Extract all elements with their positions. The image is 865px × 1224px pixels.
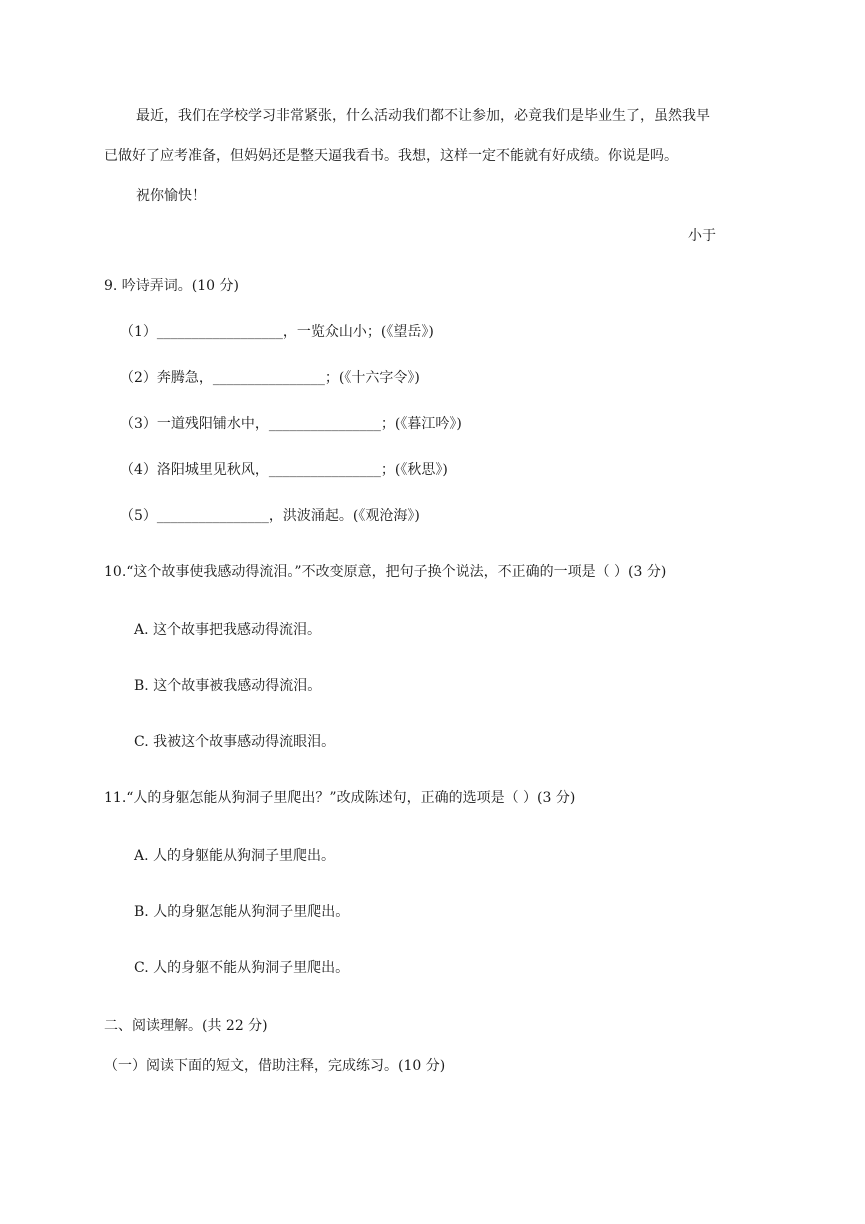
q9-item-1: （1）__________________，一览众山小；(《望岳》) xyxy=(120,324,434,340)
q9-item-4: （4）洛阳城里见秋风，________________；(《秋思》) xyxy=(120,462,448,478)
q10-option-c: C. 我被这个故事感动得流眼泪。 xyxy=(134,734,336,750)
q10-title: 10.“这个故事使我感动得流泪。”不改变原意，把句子换个说法，不正确的一项是（ ）(3 分) xyxy=(104,564,667,580)
q11-option-c: C. 人的身躯不能从狗洞子里爬出。 xyxy=(134,960,350,976)
letter-line-2: 已做好了应考准备，但妈妈还是整天逼我看书。我想，这样一定不能就有好成绩。你说是吗。 xyxy=(104,148,678,164)
section-2-sub-1: （一）阅读下面的短文，借助注释，完成练习。(10 分) xyxy=(104,1058,446,1074)
letter-closing: 祝你愉快！ xyxy=(136,188,206,204)
q9-item-2: （2）奔腾急，________________；(《十六字令》) xyxy=(120,370,420,386)
q10-option-b: B. 这个故事被我感动得流泪。 xyxy=(134,678,322,694)
letter-signature: 小于 xyxy=(688,228,716,244)
q9-title: 9. 吟诗弄词。(10 分) xyxy=(104,278,239,294)
q9-item-5: （5）________________，洪波涌起。(《观沧海》) xyxy=(120,508,420,524)
section-2-title: 二、阅读理解。(共 22 分) xyxy=(104,1018,268,1034)
q10-option-a: A. 这个故事把我感动得流泪。 xyxy=(134,622,322,638)
letter-line-1: 最近，我们在学校学习非常紧张，什么活动我们都不让参加，必竟我们是毕业生了，虽然我早 xyxy=(136,108,710,124)
q11-option-a: A. 人的身躯能从狗洞子里爬出。 xyxy=(134,848,336,864)
q11-title: 11.“人的身躯怎能从狗洞子里爬出？”改成陈述句，正确的选项是（ ）(3 分) xyxy=(104,790,576,806)
q11-option-b: B. 人的身躯怎能从狗洞子里爬出。 xyxy=(134,904,350,920)
q9-item-3: （3）一道残阳铺水中，________________；(《暮江吟》) xyxy=(120,416,462,432)
